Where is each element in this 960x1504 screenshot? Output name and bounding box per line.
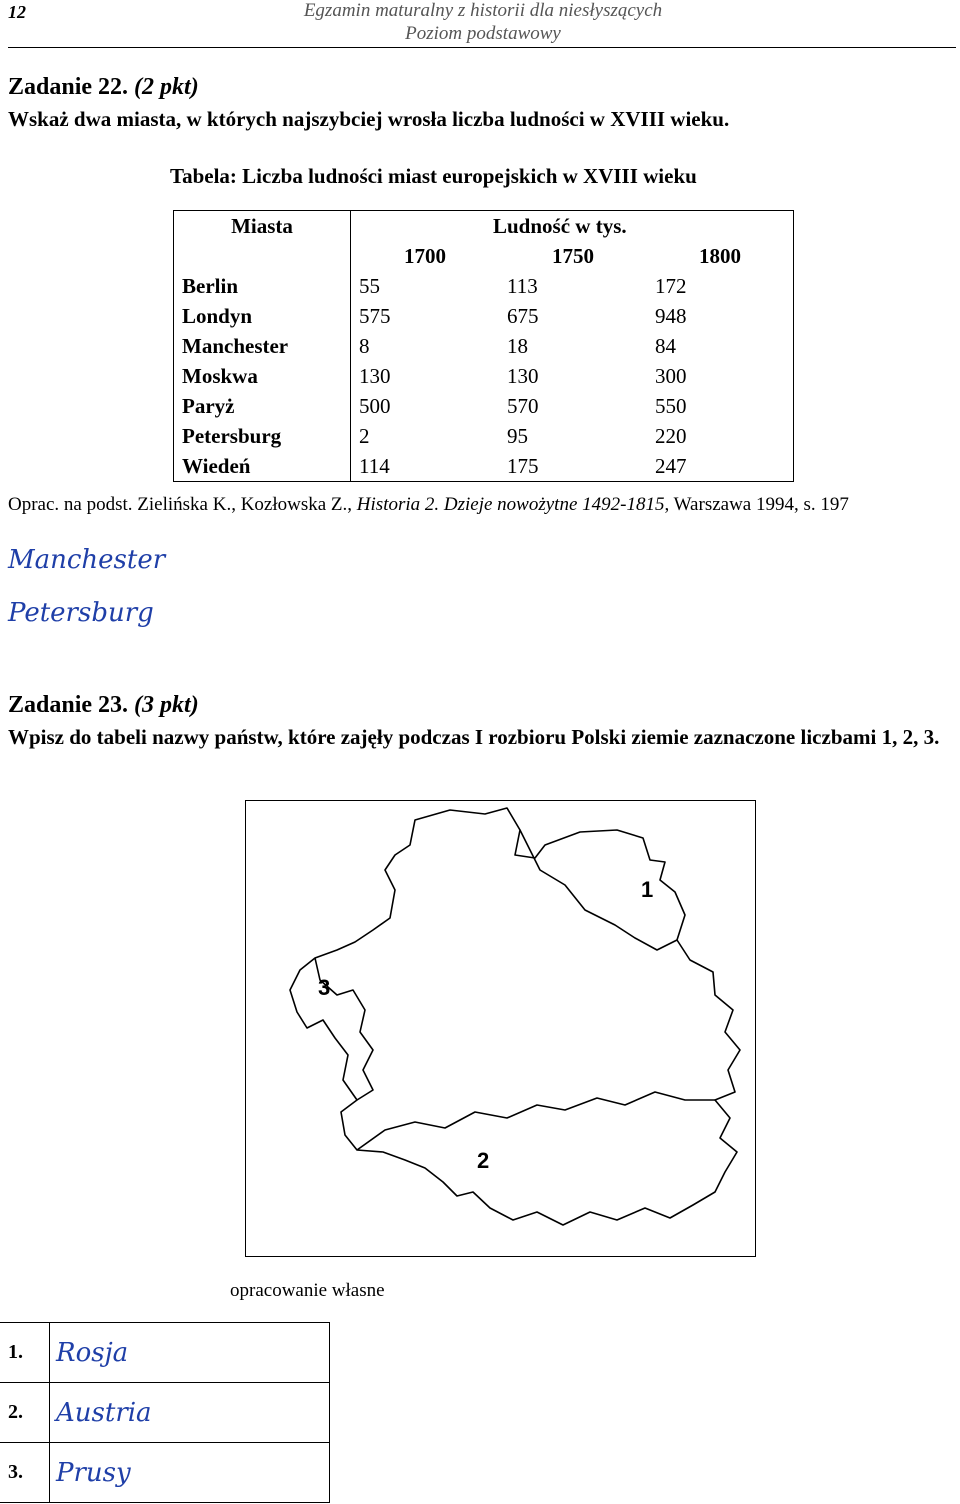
value-1800: 172 [655, 274, 687, 298]
value-1800: 300 [655, 364, 687, 388]
header-divider [8, 47, 956, 48]
task-23-points: (3 pkt) [134, 692, 199, 718]
table-row [174, 361, 794, 391]
value-1700: 575 [359, 304, 391, 328]
answer-cell[interactable] [50, 1443, 330, 1503]
source-authors: Oprac. na podst. Zielińska K., Kozłowska Z., [8, 494, 357, 515]
city-name: Londyn [174, 301, 351, 331]
answer-value: Rosja [56, 1337, 129, 1368]
value-1750: 130 [507, 364, 539, 388]
header-level: Poziom podstawowy [405, 23, 561, 44]
value-1700: 2 [359, 424, 370, 448]
value-1750: 113 [507, 274, 538, 298]
answer-cell[interactable] [50, 1323, 330, 1383]
value-1750: 175 [507, 454, 539, 478]
value-1700: 130 [359, 364, 391, 388]
empty-cell [174, 241, 351, 271]
value-1700: 500 [359, 394, 391, 418]
answer-row [0, 1443, 330, 1503]
header-exam-title: Egzamin maturalny z historii dla niesłyszących [303, 0, 663, 21]
answer-22-second[interactable]: Petersburg [8, 598, 154, 628]
answer-value: Prusy [56, 1457, 131, 1488]
year-1750: 1750 [552, 244, 594, 268]
answer-number: 1. [0, 1323, 50, 1383]
value-1800: 948 [655, 304, 687, 328]
city-name: Paryż [174, 391, 351, 421]
city-name: Manchester [174, 331, 351, 361]
map-label-1: 1 [641, 877, 654, 902]
table-row [174, 391, 794, 421]
table-row [174, 271, 794, 301]
answer-row [0, 1323, 330, 1383]
value-1800: 550 [655, 394, 687, 418]
table-header-row [174, 211, 794, 242]
map-credit: opracowanie własne [230, 1280, 385, 1301]
table-row [174, 331, 794, 361]
value-1700: 8 [359, 334, 370, 358]
city-name: Berlin [174, 271, 351, 301]
answer-row [0, 1383, 330, 1443]
table-source [8, 494, 849, 516]
task-23-number: Zadanie 23. [8, 692, 129, 718]
answer-cell[interactable] [50, 1383, 330, 1443]
task-22-points: (2 pkt) [134, 74, 199, 100]
source-publication: , Warszawa 1994, s. 197 [664, 494, 849, 515]
task-22-title [8, 74, 199, 101]
value-1800: 247 [655, 454, 687, 478]
value-1700: 55 [359, 274, 380, 298]
task-23-title [8, 692, 199, 719]
table-row [174, 451, 794, 482]
partition-map [245, 800, 756, 1257]
population-table [173, 210, 794, 482]
task-22-number: Zadanie 22. [8, 74, 129, 100]
task-22-instruction: Wskaż dwa miasta, w których najszybciej wrosła liczba ludności w XVIII wieku. [8, 107, 730, 131]
task-23-instruction: Wpisz do tabeli nazwy państw, które zajęły podczas I rozbioru Polski ziemie zaznaczone liczbami 1, 2, 3. [8, 725, 940, 749]
value-1800: 220 [655, 424, 687, 448]
header-cities: Miasta [174, 211, 351, 242]
map-label-2: 2 [477, 1148, 490, 1173]
table-row [174, 421, 794, 451]
source-book-title: Historia 2. Dzieje nowożytne 1492-1815 [356, 494, 665, 515]
map-label-3: 3 [318, 975, 331, 1000]
city-name: Wiedeń [174, 451, 351, 482]
value-1700: 114 [359, 454, 390, 478]
value-1750: 18 [507, 334, 528, 358]
table-caption: Tabela: Liczba ludności miast europejskich w XVIII wieku [170, 164, 697, 188]
city-name: Petersburg [174, 421, 351, 451]
table-row [174, 301, 794, 331]
answer-value: Austria [56, 1397, 152, 1428]
partition-line-2 [357, 1092, 715, 1150]
page-number: 12 [8, 2, 26, 22]
header-population: Ludność w tys. [493, 214, 627, 238]
value-1750: 675 [507, 304, 539, 328]
commonwealth-border [290, 808, 740, 1225]
year-1700: 1700 [404, 244, 446, 268]
value-1800: 84 [655, 334, 676, 358]
city-name: Moskwa [174, 361, 351, 391]
answer-22-first[interactable]: Manchester [8, 545, 166, 575]
value-1750: 95 [507, 424, 528, 448]
answer-number: 2. [0, 1383, 50, 1443]
value-1750: 570 [507, 394, 539, 418]
year-1800: 1800 [699, 244, 741, 268]
table-years-row [174, 241, 794, 271]
answer-table [0, 1322, 330, 1503]
answer-number: 3. [0, 1443, 50, 1503]
